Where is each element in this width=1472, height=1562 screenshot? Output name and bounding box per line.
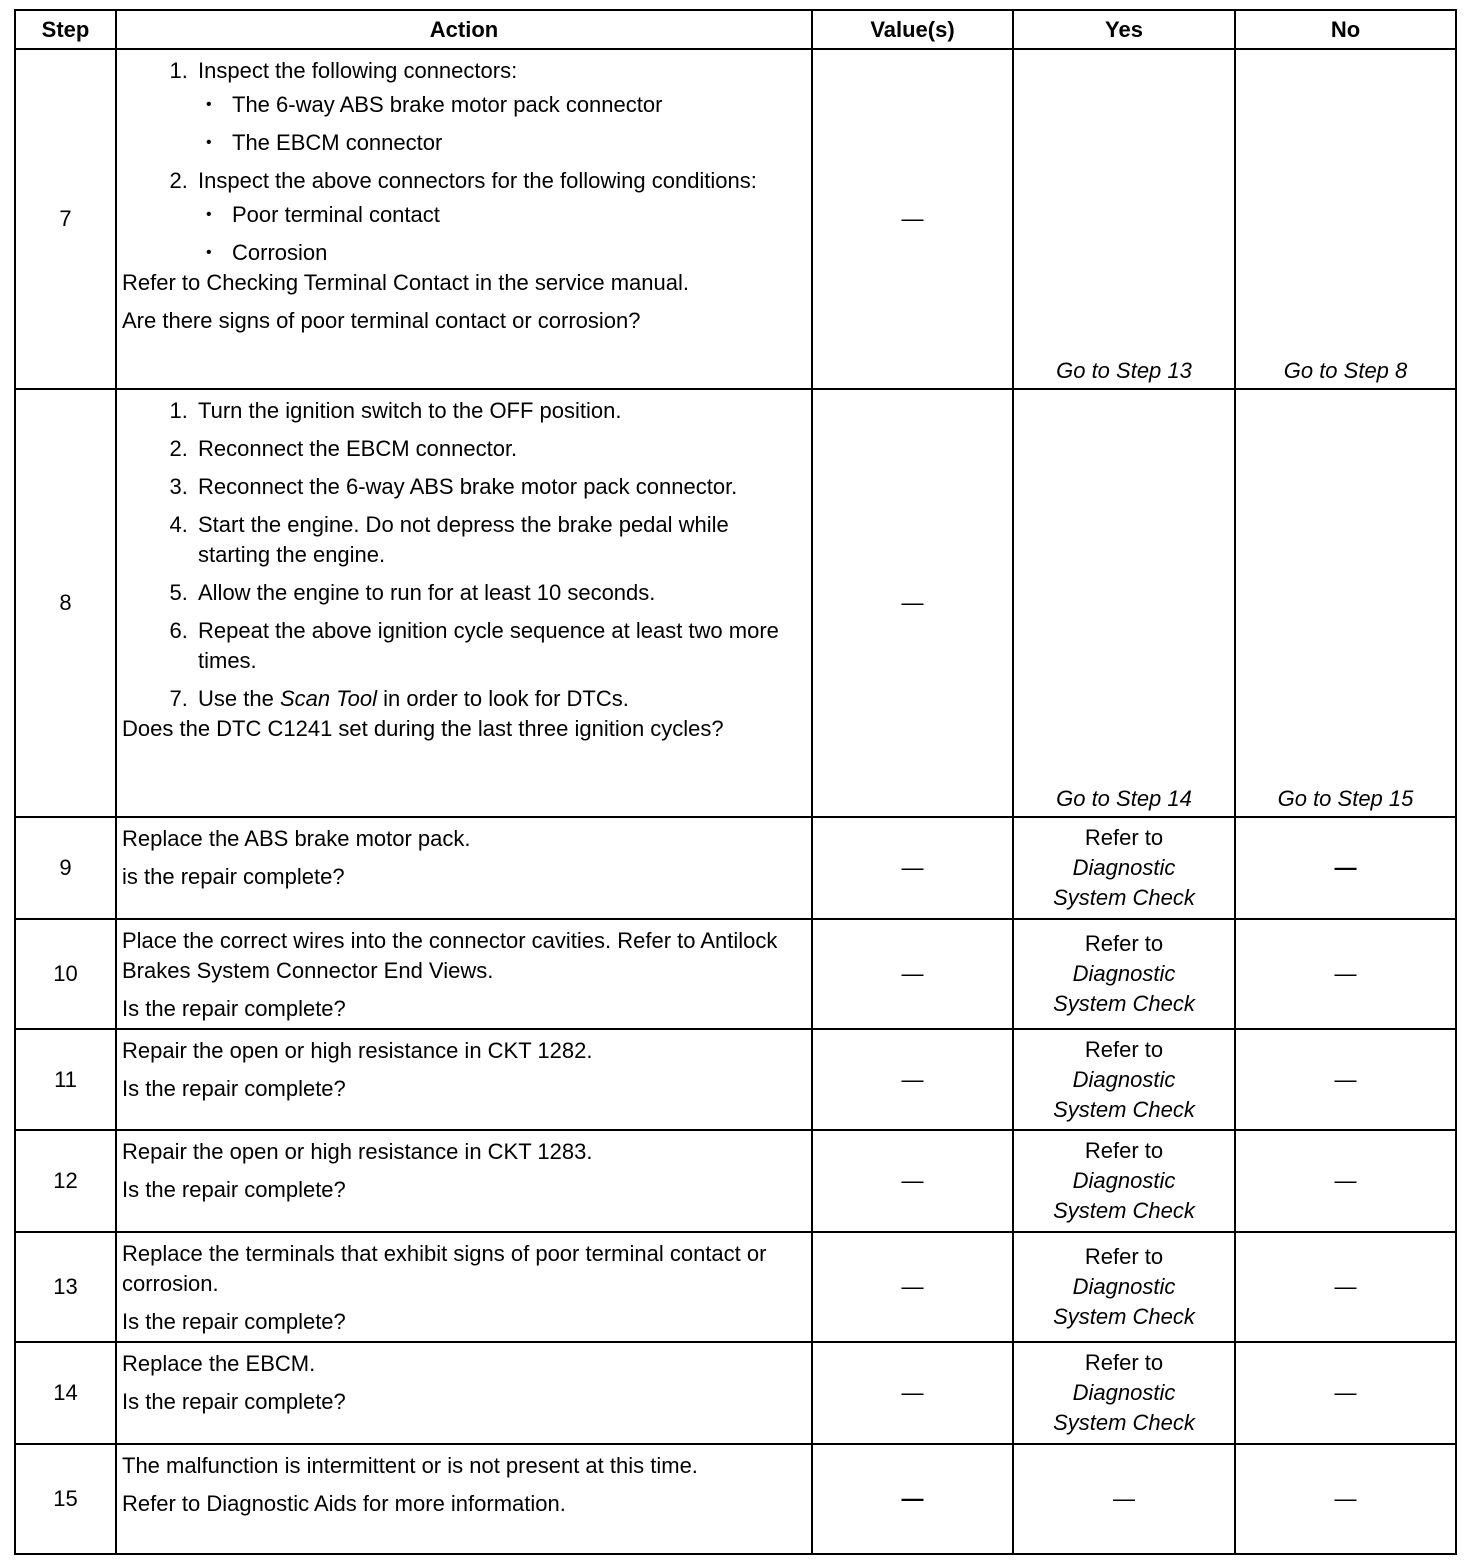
list-item: 7. Use the Scan Tool in order to look for DTCs. bbox=[194, 684, 807, 714]
yes-cell: Go to Step 14 bbox=[1013, 389, 1235, 817]
reference-text: Refer to Diagnostic Aids for more information. bbox=[122, 1491, 566, 1516]
action-cell bbox=[116, 389, 812, 817]
action-text: Repair the open or high resistance in CKT 1282. bbox=[122, 1038, 593, 1063]
action-text: The malfunction is intermittent or is not present at this time. bbox=[122, 1453, 698, 1478]
bullet-item: • The EBCM connector bbox=[232, 128, 807, 158]
yes-cell: Refer to Diagnostic System Check bbox=[1013, 817, 1235, 919]
question-text: Is the repair complete? bbox=[122, 996, 346, 1021]
action-steps bbox=[122, 396, 807, 714]
step-number: 14 bbox=[15, 1342, 116, 1444]
step-number: 8 bbox=[15, 389, 116, 817]
action-text: Replace the ABS brake motor pack. bbox=[122, 826, 471, 851]
header-no: No bbox=[1235, 10, 1456, 49]
list-item: 2. Reconnect the EBCM connector. bbox=[194, 434, 807, 464]
action-cell bbox=[116, 1029, 812, 1130]
bullet-item: • Corrosion bbox=[232, 238, 807, 268]
table-row bbox=[15, 49, 1456, 389]
action-cell bbox=[116, 1130, 812, 1232]
yes-cell: Refer to Diagnostic System Check bbox=[1013, 919, 1235, 1029]
scan-tool-term: Scan Tool bbox=[279, 686, 377, 711]
note-text: Refer to Checking Terminal Contact in the service manual. bbox=[122, 270, 689, 295]
no-cell: — bbox=[1235, 919, 1456, 1029]
question-text: is the repair complete? bbox=[122, 864, 345, 889]
list-item: 5. Allow the engine to run for at least 10 seconds. bbox=[194, 578, 807, 608]
action-text: Place the correct wires into the connector cavities. Refer to Antilock Brakes System Connector End Views. bbox=[122, 928, 778, 983]
question-text: Is the repair complete? bbox=[122, 1076, 346, 1101]
action-text: Replace the EBCM. bbox=[122, 1351, 316, 1376]
yes-cell: Refer to Diagnostic System Check bbox=[1013, 1342, 1235, 1444]
action-steps bbox=[122, 56, 807, 268]
list-item: 1. Turn the ignition switch to the OFF position. bbox=[194, 396, 807, 426]
step-number: 11 bbox=[15, 1029, 116, 1130]
table-row bbox=[15, 389, 1456, 817]
header-action: Action bbox=[116, 10, 812, 49]
list-item: 4. Start the engine. Do not depress the brake pedal while starting the engine. bbox=[194, 510, 807, 570]
value-cell: — bbox=[812, 1232, 1013, 1342]
table-row bbox=[15, 919, 1456, 1029]
value-cell: — bbox=[812, 1029, 1013, 1130]
question-text: Is the repair complete? bbox=[122, 1389, 346, 1414]
step-number: 10 bbox=[15, 919, 116, 1029]
action-cell bbox=[116, 49, 812, 389]
yes-cell: — bbox=[1013, 1444, 1235, 1554]
value-cell: — bbox=[812, 389, 1013, 817]
step-number: 7 bbox=[15, 49, 116, 389]
list-item: 6. Repeat the above ignition cycle sequence at least two more times. bbox=[194, 616, 807, 676]
yes-cell: Go to Step 13 bbox=[1013, 49, 1235, 389]
no-cell: Go to Step 8 bbox=[1235, 49, 1456, 389]
header-step: Step bbox=[15, 10, 116, 49]
header-row bbox=[15, 10, 1456, 49]
yes-cell: Refer to Diagnostic System Check bbox=[1013, 1232, 1235, 1342]
table-row bbox=[15, 817, 1456, 919]
step-number: 13 bbox=[15, 1232, 116, 1342]
no-cell: — bbox=[1235, 1232, 1456, 1342]
diagnostic-table bbox=[14, 9, 1457, 1555]
value-cell: — bbox=[812, 1444, 1013, 1554]
action-cell bbox=[116, 1444, 812, 1554]
no-cell: — bbox=[1235, 1444, 1456, 1554]
action-text: Repair the open or high resistance in CKT 1283. bbox=[122, 1139, 593, 1164]
step-number: 15 bbox=[15, 1444, 116, 1554]
action-cell bbox=[116, 1232, 812, 1342]
no-cell: — bbox=[1235, 1342, 1456, 1444]
yes-cell: Refer to Diagnostic System Check bbox=[1013, 1130, 1235, 1232]
question-text: Is the repair complete? bbox=[122, 1177, 346, 1202]
no-cell: Go to Step 15 bbox=[1235, 389, 1456, 817]
action-cell bbox=[116, 817, 812, 919]
list-item: 1. Inspect the following connectors: • The 6-way ABS brake motor pack connector • The EBCM connector bbox=[194, 56, 807, 158]
action-text: Replace the terminals that exhibit signs of poor terminal contact or corrosion. bbox=[122, 1241, 767, 1296]
table-row bbox=[15, 1444, 1456, 1554]
table-row bbox=[15, 1130, 1456, 1232]
header-yes: Yes bbox=[1013, 10, 1235, 49]
action-cell bbox=[116, 1342, 812, 1444]
value-cell: — bbox=[812, 817, 1013, 919]
table-row bbox=[15, 1342, 1456, 1444]
table-row bbox=[15, 1232, 1456, 1342]
value-cell: — bbox=[812, 49, 1013, 389]
value-cell: — bbox=[812, 1342, 1013, 1444]
value-cell: — bbox=[812, 919, 1013, 1029]
action-cell bbox=[116, 919, 812, 1029]
bullet-item: • The 6-way ABS brake motor pack connector bbox=[232, 90, 807, 120]
no-cell: — bbox=[1235, 817, 1456, 919]
list-item: 2. Inspect the above connectors for the following conditions: • Poor terminal contact • Corrosion bbox=[194, 166, 807, 268]
no-cell: — bbox=[1235, 1130, 1456, 1232]
question-text: Is the repair complete? bbox=[122, 1309, 346, 1334]
question-text: Are there signs of poor terminal contact or corrosion? bbox=[122, 308, 641, 333]
value-cell: — bbox=[812, 1130, 1013, 1232]
bullet-item: • Poor terminal contact bbox=[232, 200, 807, 230]
question-text: Does the DTC C1241 set during the last three ignition cycles? bbox=[122, 716, 724, 741]
step-number: 12 bbox=[15, 1130, 116, 1232]
no-cell: — bbox=[1235, 1029, 1456, 1130]
header-values: Value(s) bbox=[812, 10, 1013, 49]
table-row bbox=[15, 1029, 1456, 1130]
list-item: 3. Reconnect the 6-way ABS brake motor pack connector. bbox=[194, 472, 807, 502]
step-number: 9 bbox=[15, 817, 116, 919]
yes-cell: Refer to Diagnostic System Check bbox=[1013, 1029, 1235, 1130]
